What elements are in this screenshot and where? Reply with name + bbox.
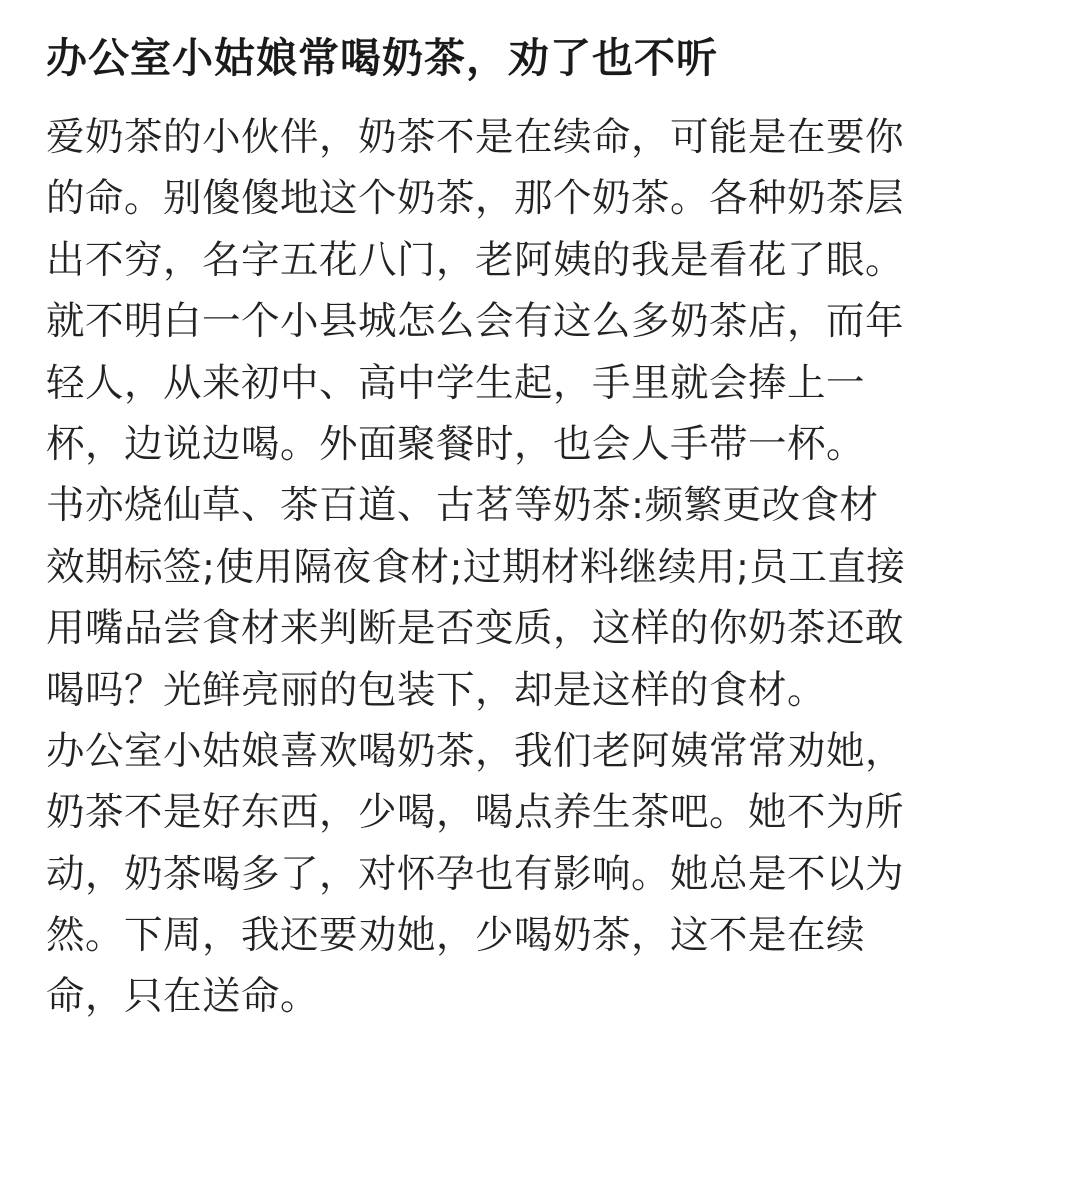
body-line: 奶茶不是好东西，少喝，喝点养生茶吧。她不为所 (46, 790, 905, 836)
body-line: 喝吗？光鲜亮丽的包装下，却是这样的食材。 (46, 667, 827, 713)
body-line: 爱奶茶的小伙伴，奶茶不是在续命，可能是在要你 (46, 115, 905, 160)
body-line: 动，奶茶喝多了，对怀孕也有影响。她总是不以为 (46, 851, 905, 897)
body-line: 出不穷，名字五花八门，老阿姨的我是看花了眼。 (46, 237, 905, 283)
body-line: 办公室小姑娘喜欢喝奶茶，我们老阿姨常常劝她， (46, 728, 905, 774)
body-line: 然。下周，我还要劝她，少喝奶茶，这不是在续 (46, 913, 866, 959)
body-line: 书亦烧仙草、茶百道、古茗等奶茶:频繁更改食材 (46, 483, 879, 529)
body-line: 杯，边说边喝。外面聚餐时，也会人手带一杯。 (46, 421, 866, 467)
article-title: 办公室小姑娘常喝奶茶，劝了也不听 (46, 34, 718, 82)
body-line: 轻人，从来初中、高中学生起，手里就会捧上一 (46, 360, 866, 406)
article-body (46, 107, 1042, 1028)
body-line: 效期标签;使用隔夜食材;过期材料继续用;员工直接 (46, 544, 906, 590)
body-line: 的命。别傻傻地这个奶茶，那个奶茶。各种奶茶层 (46, 176, 905, 222)
body-line: 就不明白一个小县城怎么会有这么多奶茶店，而年 (46, 299, 905, 345)
body-line: 用嘴品尝食材来判断是否变质，这样的你奶茶还敢 (46, 606, 905, 652)
body-line: 命，只在送命。 (46, 974, 320, 1020)
